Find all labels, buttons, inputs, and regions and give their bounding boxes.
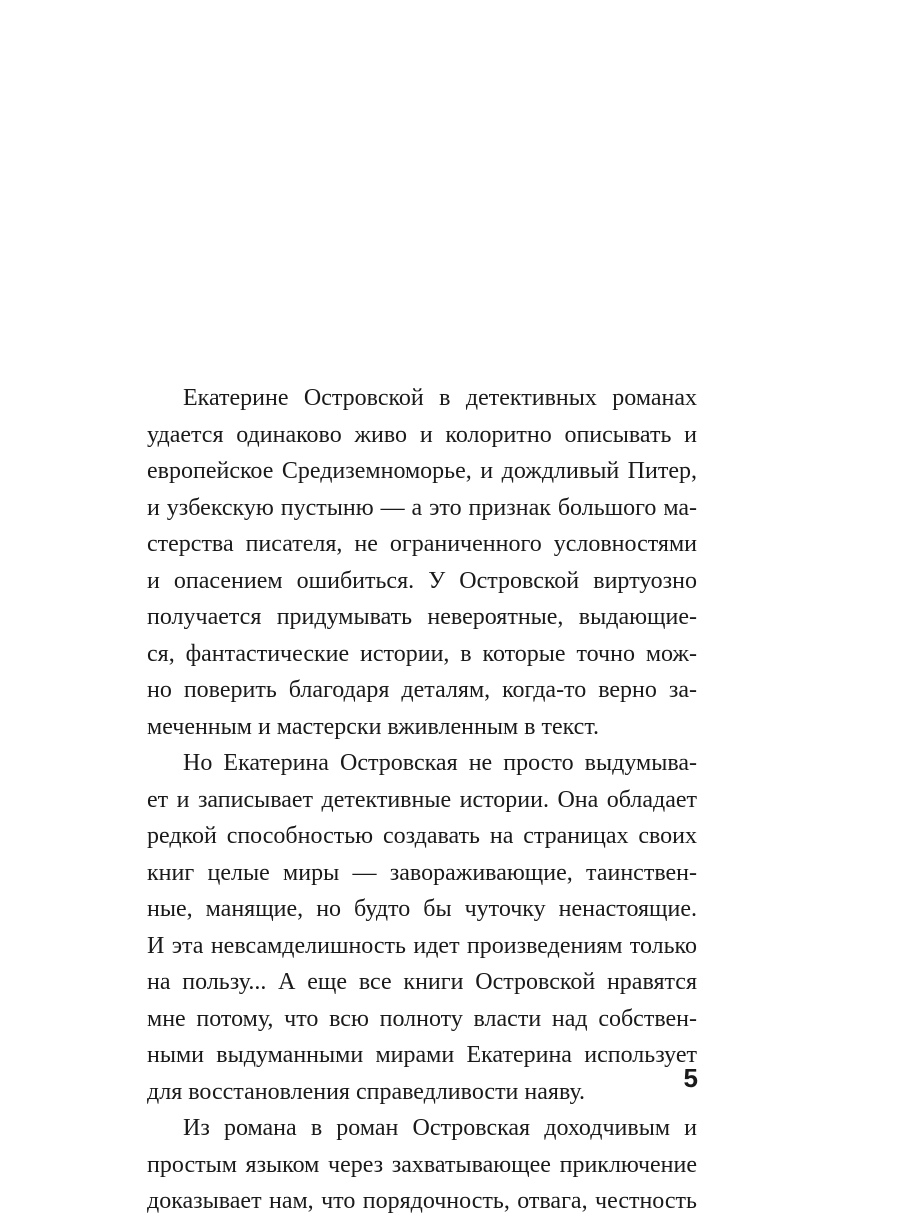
text-line: ные, манящие, но будто бы чуточку ненастоящие. xyxy=(147,896,697,922)
paragraph-2 xyxy=(147,745,697,1110)
text-line: И эта невсамделишность идет произведениям только xyxy=(147,932,697,959)
body-text xyxy=(147,380,697,1220)
text-line: ся, фантастические истории, в которые точно мож- xyxy=(147,640,697,667)
text-line: редкой способностью создавать на страницах своих xyxy=(147,823,697,849)
paragraph-1 xyxy=(147,380,697,745)
text-line: стерства писателя, не ограниченного условностями xyxy=(147,531,697,557)
text-line: Из романа в роман Островская доходчивым и xyxy=(183,1115,697,1141)
text-line: Но Екатерина Островская не просто выдумыва- xyxy=(183,750,697,776)
text-line: и опасением ошибиться. У Островской виртуозно xyxy=(147,567,697,594)
text-line: и узбекскую пустыню — а это признак большого ма- xyxy=(147,494,697,521)
text-line: европейское Средиземноморье, и дождливый Питер, xyxy=(147,458,697,484)
text-line: но поверить благодаря деталям, когда-то верно за- xyxy=(147,677,697,703)
text-line: Екатерине Островской в детективных романах xyxy=(183,385,697,411)
text-line: на пользу... А еще все книги Островской нравятся xyxy=(147,969,697,995)
text-line: книг целые миры — завораживающие, таинствен- xyxy=(147,859,697,886)
text-line: доказывает нам, что порядочность, отвага, честность xyxy=(147,1188,697,1214)
text-line: меченным и мастерски вживленным в текст. xyxy=(147,713,600,740)
page-number: 5 xyxy=(683,1063,698,1093)
text-line: ными выдуманными мирами Екатерина использует xyxy=(147,1042,697,1068)
text-line: простым языком через захватывающее приключение xyxy=(147,1151,697,1178)
text-line: удается одинаково живо и колоритно описывать и xyxy=(147,421,697,448)
text-line: получается придумывать невероятные, выдающие- xyxy=(147,604,697,630)
text-line: мне потому, что всю полноту власти над собствен- xyxy=(147,1005,697,1032)
text-line: ет и записывает детективные истории. Она обладает xyxy=(147,786,697,813)
paragraph-3 xyxy=(147,1110,697,1220)
text-line: для восстановления справедливости наяву. xyxy=(147,1078,586,1105)
